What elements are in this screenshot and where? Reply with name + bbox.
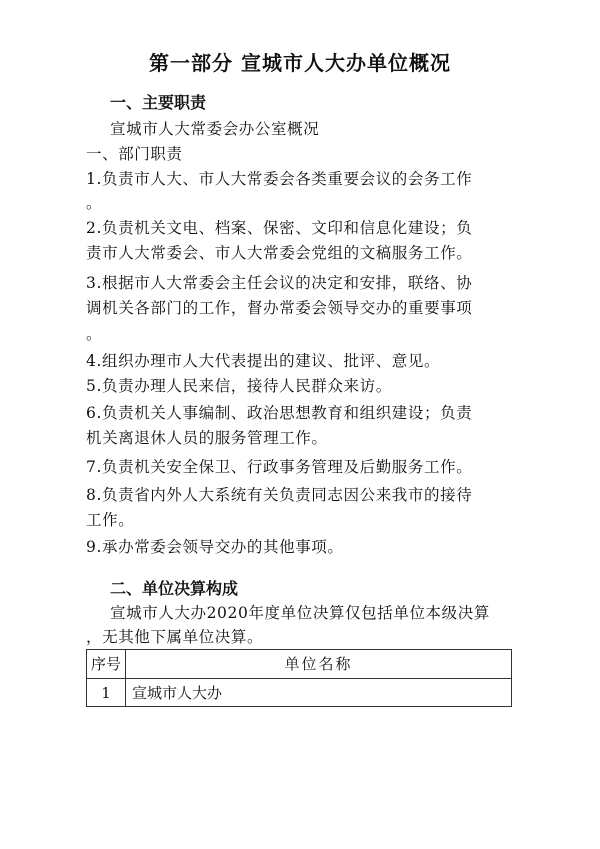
unit-table xyxy=(86,649,512,707)
duty-line: 。 xyxy=(86,325,103,343)
header-seq: 序号 xyxy=(87,650,126,678)
table-header-row xyxy=(87,650,511,679)
section2-heading: 二、单位决算构成 xyxy=(110,579,239,598)
duty-line: 8.负责省内外人大系统有关负责同志因公来我市的接待 xyxy=(86,486,473,504)
header-unit-name: 单位名称 xyxy=(284,655,353,673)
duty-line: 9.承办常委会领导交办的其他事项。 xyxy=(86,538,344,556)
duty-line: 4.组织办理市人大代表提出的建议、批评、意见。 xyxy=(86,352,441,370)
duty-line: 2.负责机关文电、档案、保密、文印和信息化建设；负 xyxy=(86,219,473,237)
cell-seq: 1 xyxy=(87,679,126,707)
table-row xyxy=(87,679,511,707)
cell-unit-name: 宣城市人大办 xyxy=(132,684,223,702)
duty-line: 3.根据市人大常委会主任会议的决定和安排，联络、协 xyxy=(86,274,473,292)
duty-line: 责市人大常委会、市人大常委会党组的文稿服务工作。 xyxy=(86,244,473,262)
duty-line: 5.负责办理人民来信，接待人民群众来访。 xyxy=(86,377,392,395)
section2-line1: 宣城市人大办2020年度单位决算仅包括单位本级决算 xyxy=(110,604,490,622)
duty-line: 调机关各部门的工作，督办常委会领导交办的重要事项 xyxy=(86,299,473,317)
duty-line: 1.负责市人大、市人大常委会各类重要会议的会务工作 xyxy=(86,170,473,188)
subsection-heading: 一、部门职责 xyxy=(86,145,183,163)
duty-line: 。 xyxy=(86,194,103,212)
duty-line: 6.负责机关人事编制、政治思想教育和组织建设；负责 xyxy=(86,404,473,422)
section1-intro: 宣城市人大常委会办公室概况 xyxy=(110,120,320,138)
duty-line: 7.负责机关安全保卫、行政事务管理及后勤服务工作。 xyxy=(86,458,473,476)
section1-heading: 一、主要职责 xyxy=(110,93,207,112)
section2-line2: ，无其他下属单位决算。 xyxy=(86,628,264,646)
duty-line: 工作。 xyxy=(86,511,135,529)
page-title: 第一部分 宣城市人大办单位概况 xyxy=(149,51,451,75)
duty-line: 机关离退休人员的服务管理工作。 xyxy=(86,429,328,447)
